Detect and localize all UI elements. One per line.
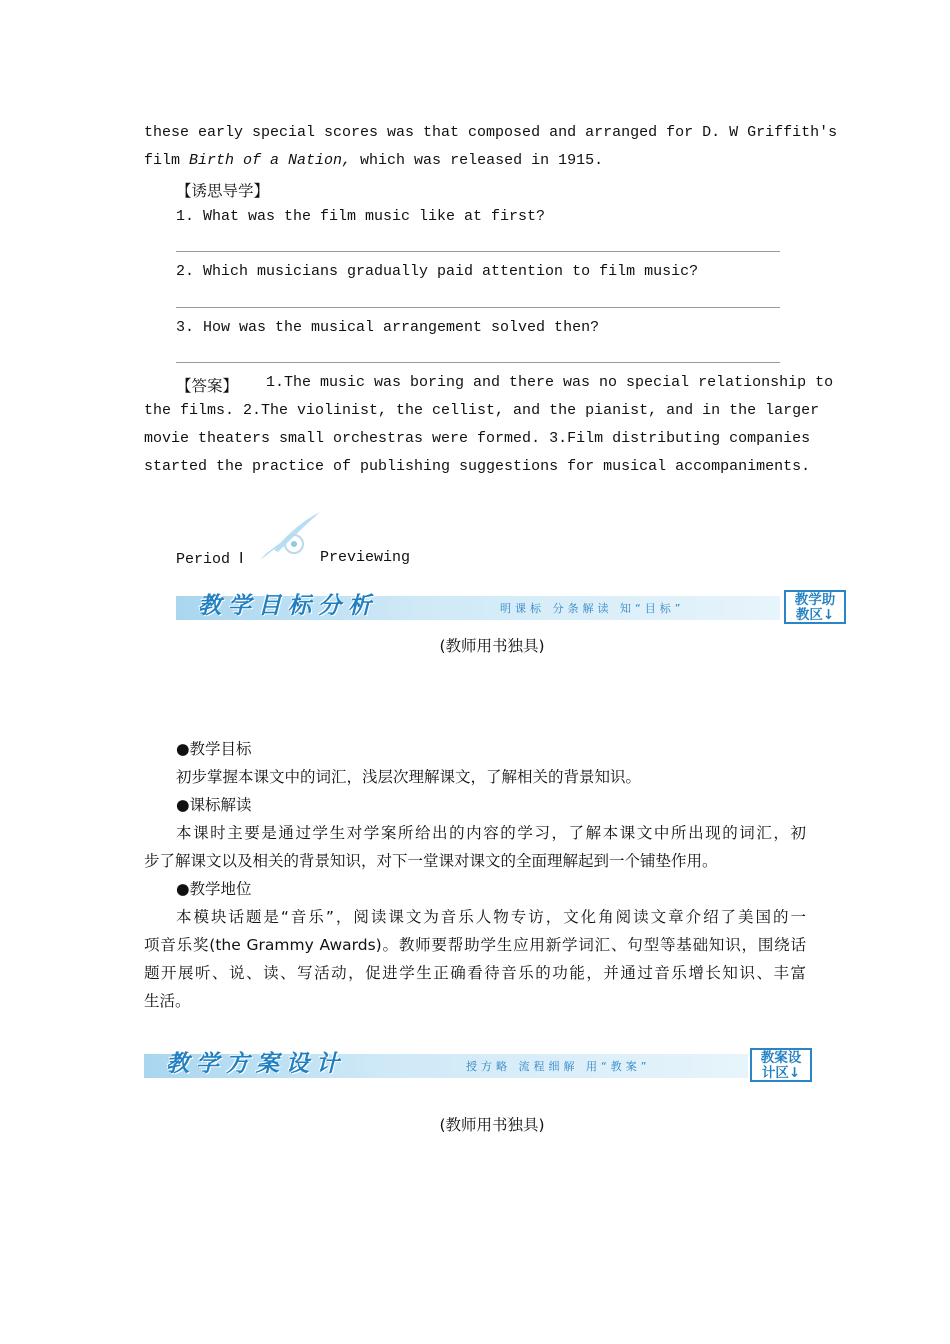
teaching-aid-button[interactable] xyxy=(784,590,846,624)
position-text-line-4: 生活。 xyxy=(144,992,191,1010)
passage-text-end: which was released in 1915. xyxy=(351,152,604,169)
answer-line-1[interactable] xyxy=(176,251,780,252)
banner-tagline: 授方略 流程细解 用“教案” xyxy=(466,1060,651,1073)
position-text-line-2: 项音乐奖(the Grammy Awards)。教师要帮助学生应用新学词汇、句型等基础知识，围绕话 xyxy=(144,936,806,954)
standard-heading: ●课标解读 xyxy=(176,796,252,814)
section-banner-plan xyxy=(144,1048,816,1080)
answer-line-c: movie theaters small orchestras were formed. 3.Film distributing companies xyxy=(144,430,811,447)
box-line-1: 教学助 xyxy=(794,592,836,608)
box-line-2: 计区↓ xyxy=(761,1065,801,1081)
box-line-1: 教案设 xyxy=(760,1050,802,1066)
question-1: 1. What was the film music like at first? xyxy=(176,208,546,225)
position-text-line-1: 本模块话题是“音乐”，阅读课文为音乐人物专访，文化角阅读文章介绍了美国的一 xyxy=(176,908,806,926)
passage-line-1: these early special scores was that composed and arranged for D. W Griffith's xyxy=(144,124,838,141)
answer-line-a: 1.The music was boring and there was no special relationship to xyxy=(266,374,834,391)
answer-line-d: started the practice of publishing suggestions for musical accompaniments. xyxy=(144,458,811,475)
answer-line-b: the films. 2.The violinist, the cellist, and the pianist, and in the larger xyxy=(144,402,820,419)
period-name: Previewing xyxy=(320,549,411,566)
standard-text-line-1: 本课时主要是通过学生对学案所给出的内容的学习，了解本课文中所出现的词汇，初 xyxy=(176,824,806,842)
guide-heading: 【诱思导学】 xyxy=(176,182,270,200)
answer-label: 【答案】 xyxy=(176,377,239,395)
teacher-note-1: (教师用书独具) xyxy=(439,637,545,655)
goal-text: 初步掌握本课文中的词汇，浅层次理解课文，了解相关的背景知识。 xyxy=(176,768,642,786)
question-3: 3. How was the musical arrangement solved then? xyxy=(176,319,600,336)
film-title: Birth of a Nation, xyxy=(189,152,352,169)
answer-line-2[interactable] xyxy=(176,307,780,308)
passage-text: film xyxy=(144,152,190,169)
banner-title: 教学目标分析 xyxy=(198,592,378,619)
comet-decoration-icon xyxy=(256,510,324,562)
goal-heading: ●教学目标 xyxy=(176,740,252,758)
question-2: 2. Which musicians gradually paid attention to film music? xyxy=(176,263,699,280)
section-banner-objectives xyxy=(176,590,848,622)
standard-text-line-2: 步了解课文以及相关的背景知识，对下一堂课对课文的全面理解起到一个铺垫作用。 xyxy=(144,852,718,870)
period-label: Period Ⅰ xyxy=(176,551,244,568)
banner-title: 教学方案设计 xyxy=(166,1050,346,1077)
banner-tagline: 明课标 分条解读 知“目标” xyxy=(500,602,685,615)
lesson-plan-button[interactable] xyxy=(750,1048,812,1082)
position-heading: ●教学地位 xyxy=(176,880,252,898)
passage-line-2 xyxy=(144,152,603,169)
box-line-2: 教区↓ xyxy=(795,607,835,623)
teacher-note-2: (教师用书独具) xyxy=(439,1116,545,1134)
answer-line-3[interactable] xyxy=(176,362,780,363)
position-text-line-3: 题开展听、说、读、写活动，促进学生正确看待音乐的功能，并通过音乐增长知识、丰富 xyxy=(144,964,806,982)
